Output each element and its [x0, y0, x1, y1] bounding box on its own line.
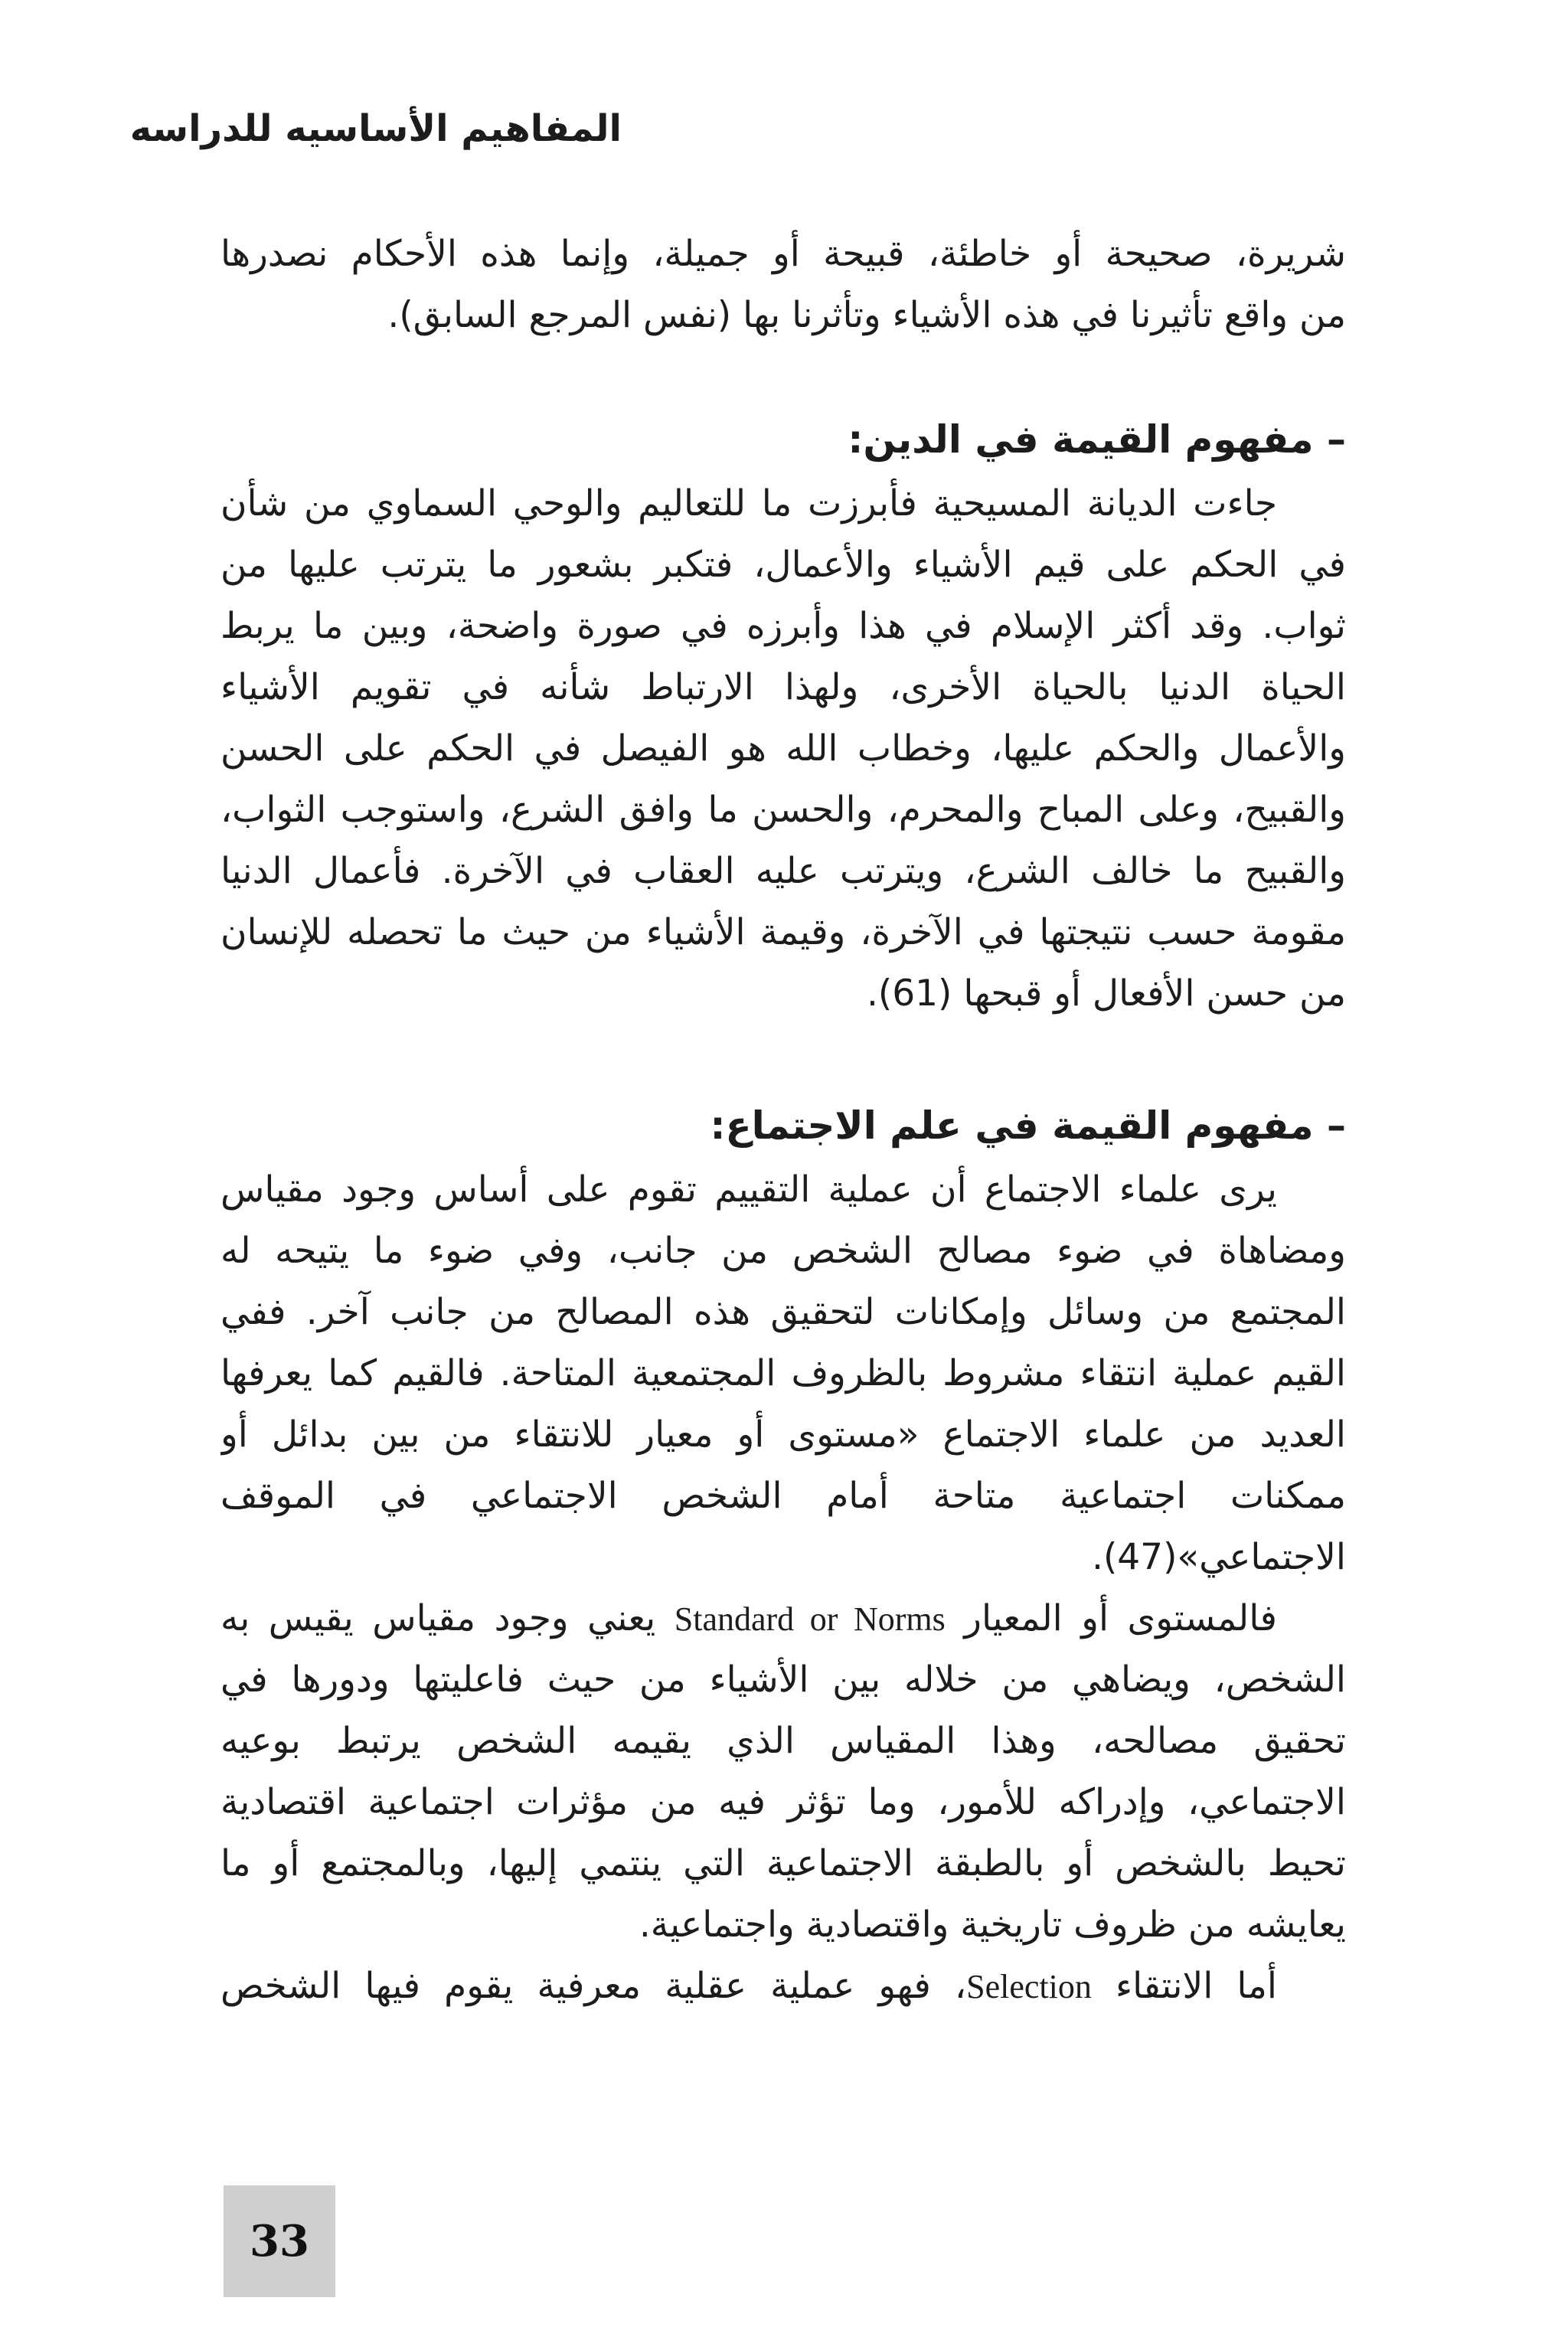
text-segment: ، فهو عملية عقلية معرفية يقوم فيها الشخص — [220, 1965, 967, 2007]
text-line: تحيط بالشخص أو بالطبقة الاجتماعية التي ينتمي إليها، وبالمجتمع أو ما — [220, 1842, 1346, 1884]
text-line: العديد من علماء الاجتماع «مستوى أو معيار للانتقاء من بين بدائل أو — [220, 1414, 1346, 1456]
text-line: من واقع تأثيرنا في هذه الأشياء وتأثرنا بها (نفس المرجع السابق). — [387, 294, 1346, 336]
intro-paragraph — [220, 224, 1346, 346]
text-line: الاجتماعي»(47). — [1092, 1536, 1346, 1578]
text-segment: أما الانتقاء — [1115, 1965, 1277, 2007]
text-line — [220, 1956, 1346, 2017]
text-line: والقبيح، وعلى المباح والمحرم، والحسن ما وافق الشرع، واستوجب الثواب، — [220, 789, 1346, 831]
text-line: ثواب. وقد أكثر الإسلام في هذا وأبرزه في صورة واضحة، وبين ما يربط — [220, 605, 1346, 647]
sociology-paragraph-1 — [220, 1159, 1346, 1588]
running-header: المفاهيم الأساسيه للدراسه — [129, 107, 622, 150]
text-line: تحقيق مصالحه، وهذا المقياس الذي يقيمه الشخص يرتبط بوعيه — [220, 1720, 1346, 1762]
text-line: الاجتماعي، وإدراكه للأمور، وما تؤثر فيه من مؤثرات اجتماعية اقتصادية — [220, 1781, 1346, 1823]
section-heading-sociology: – مفهوم القيمة في علم الاجتماع: — [710, 1103, 1346, 1148]
text-line: القيم عملية انتقاء مشروط بالظروف المجتمعية المتاحة. فالقيم كما يعرفها — [220, 1352, 1346, 1394]
page-body — [220, 224, 1346, 2017]
latin-term: Standard or Norms — [674, 1600, 946, 1638]
text-line: الشخص، ويضاهي من خلاله بين الأشياء من حيث فاعليتها ودورها في — [220, 1659, 1346, 1701]
page-number: 33 — [224, 2185, 335, 2297]
sociology-paragraph-2 — [220, 1588, 1346, 1956]
text-line: ومضاهاة في ضوء مصالح الشخص من جانب، وفي ضوء ما يتيحه له — [220, 1230, 1346, 1272]
text-line: والقبيح ما خالف الشرع، ويترتب عليه العقاب في الآخرة. فأعمال الدنيا — [220, 850, 1346, 892]
text-line: ممكنات اجتماعية متاحة أمام الشخص الاجتماعي في الموقف — [220, 1475, 1346, 1517]
text-line: الحياة الدنيا بالحياة الأخرى، ولهذا الارتباط شأنه في تقويم الأشياء — [220, 666, 1346, 708]
sociology-paragraph-3 — [220, 1956, 1346, 2017]
text-line: يرى علماء الاجتماع أن عملية التقييم تقوم على أساس وجود مقياس — [220, 1168, 1277, 1211]
text-line: المجتمع من وسائل وإمكانات لتحقيق هذه المصالح من جانب آخر. ففي — [220, 1291, 1346, 1333]
latin-term: Selection — [966, 1968, 1092, 2005]
section-heading-religion: – مفهوم القيمة في الدين: — [848, 417, 1346, 462]
religion-paragraph — [220, 473, 1346, 1025]
text-line: جاءت الديانة المسيحية فأبرزت ما للتعاليم والوحي السماوي من شأن — [220, 482, 1277, 525]
text-line: في الحكم على قيم الأشياء والأعمال، فتكبر بشعور ما يترتب عليها من — [220, 544, 1346, 586]
text-line — [220, 1588, 1346, 1649]
text-line: مقومة حسب نتيجتها في الآخرة، وقيمة الأشياء من حيث ما تحصله للإنسان — [220, 911, 1346, 953]
text-line: شريرة، صحيحة أو خاطئة، قبيحة أو جميلة، وإنما هذه الأحكام نصدرها — [220, 233, 1346, 275]
text-line: والأعمال والحكم عليها، وخطاب الله هو الفيصل في الحكم على الحسن — [220, 727, 1346, 770]
text-segment: فالمستوى أو المعيار — [964, 1597, 1277, 1639]
text-line: يعايشه من ظروف تاريخية واقتصادية واجتماعية. — [639, 1904, 1346, 1946]
text-segment: يعني وجود مقياس يقيس به — [220, 1597, 656, 1639]
text-line: من حسن الأفعال أو قبحها (61). — [866, 972, 1346, 1015]
